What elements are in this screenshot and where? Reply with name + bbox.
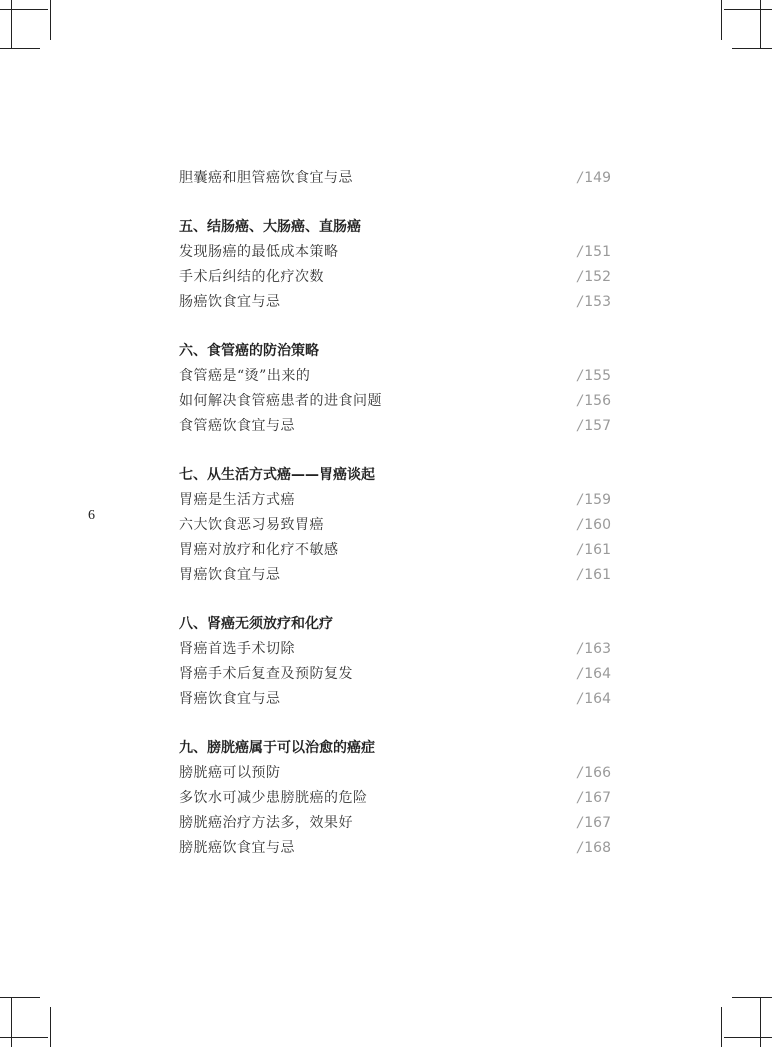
toc-entry-title: 多饮水可减少患膀胱癌的危险 bbox=[179, 790, 368, 806]
toc-entry-title: 六大饮食恶习易致胃癌 bbox=[179, 517, 324, 533]
toc-entry-page: / 155 bbox=[577, 368, 611, 384]
toc-entry-page: / 160 bbox=[577, 517, 611, 533]
toc-entry[interactable] bbox=[179, 488, 611, 513]
toc-entry[interactable] bbox=[179, 687, 611, 712]
toc-entry-page: / 167 bbox=[577, 815, 611, 831]
toc-entry-title: 手术后纠结的化疗次数 bbox=[179, 269, 324, 285]
toc-entry[interactable] bbox=[179, 662, 611, 687]
toc-entry[interactable] bbox=[179, 513, 611, 538]
toc-section bbox=[179, 215, 611, 315]
toc-section-title[interactable]: 七、从生活方式癌——胃癌谈起 bbox=[179, 467, 375, 483]
toc-entry-title: 食管癌是“烫”出来的 bbox=[179, 368, 311, 384]
page-number: 6 bbox=[88, 508, 95, 523]
toc-entry[interactable] bbox=[179, 364, 611, 389]
toc-entry[interactable] bbox=[179, 166, 611, 191]
toc-entry-page: / 164 bbox=[577, 666, 611, 682]
toc-entry-title: 如何解决食管癌患者的进食问题 bbox=[179, 393, 382, 409]
toc-entry-title: 胆囊癌和胆管癌饮食宜与忌 bbox=[179, 170, 353, 186]
toc-entry[interactable] bbox=[179, 265, 611, 290]
toc-section bbox=[179, 612, 611, 712]
toc-entry-title: 肾癌首选手术切除 bbox=[179, 641, 295, 657]
toc-entry-page: / 149 bbox=[577, 170, 611, 186]
toc-entry[interactable] bbox=[179, 637, 611, 662]
toc-entry-title: 肾癌饮食宜与忌 bbox=[179, 691, 281, 707]
toc-entry-title: 胃癌是生活方式癌 bbox=[179, 492, 295, 508]
toc-entry[interactable] bbox=[179, 538, 611, 563]
toc-entry-page: / 163 bbox=[577, 641, 611, 657]
toc-entry[interactable] bbox=[179, 811, 611, 836]
toc-entry[interactable] bbox=[179, 389, 611, 414]
toc-entry-page: / 156 bbox=[577, 393, 611, 409]
toc-entry[interactable] bbox=[179, 414, 611, 439]
toc-entry-page: / 161 bbox=[577, 542, 611, 558]
toc-section-title[interactable]: 五、结肠癌、大肠癌、直肠癌 bbox=[179, 219, 361, 235]
toc-entry-title: 膀胱癌饮食宜与忌 bbox=[179, 840, 295, 856]
toc-entry-title: 食管癌饮食宜与忌 bbox=[179, 418, 295, 434]
toc-entry[interactable] bbox=[179, 786, 611, 811]
toc-entry[interactable] bbox=[179, 563, 611, 588]
toc-entry-page: / 164 bbox=[577, 691, 611, 707]
toc-entry[interactable] bbox=[179, 240, 611, 265]
toc-section bbox=[179, 463, 611, 588]
toc-entry-title: 膀胱癌治疗方法多，效果好 bbox=[179, 815, 353, 831]
toc-entry-page: / 161 bbox=[577, 567, 611, 583]
toc-section bbox=[179, 339, 611, 439]
toc-section-title[interactable]: 八、肾癌无须放疗和化疗 bbox=[179, 616, 333, 632]
table-of-contents bbox=[179, 166, 611, 861]
toc-entry-page: / 167 bbox=[577, 790, 611, 806]
toc-entry-title: 发现肠癌的最低成本策略 bbox=[179, 244, 339, 260]
toc-entry-page: / 157 bbox=[577, 418, 611, 434]
toc-entry-page: / 159 bbox=[577, 492, 611, 508]
toc-entry[interactable] bbox=[179, 836, 611, 861]
toc-section-title[interactable]: 九、膀胱癌属于可以治愈的癌症 bbox=[179, 740, 375, 756]
toc-entry-title: 肠癌饮食宜与忌 bbox=[179, 294, 281, 310]
toc-section bbox=[179, 736, 611, 861]
toc-entry-title: 胃癌饮食宜与忌 bbox=[179, 567, 281, 583]
toc-entry[interactable] bbox=[179, 290, 611, 315]
toc-entry-title: 肾癌手术后复查及预防复发 bbox=[179, 666, 353, 682]
toc-entry-page: / 153 bbox=[577, 294, 611, 310]
toc-entry-page: / 151 bbox=[577, 244, 611, 260]
toc-entry[interactable] bbox=[179, 761, 611, 786]
toc-entry-page: / 152 bbox=[577, 269, 611, 285]
toc-entry-page: / 168 bbox=[577, 840, 611, 856]
toc-section-title[interactable]: 六、食管癌的防治策略 bbox=[179, 343, 319, 359]
toc-entry-title: 胃癌对放疗和化疗不敏感 bbox=[179, 542, 339, 558]
toc-entry-title: 膀胱癌可以预防 bbox=[179, 765, 281, 781]
toc-entry-page: / 166 bbox=[577, 765, 611, 781]
